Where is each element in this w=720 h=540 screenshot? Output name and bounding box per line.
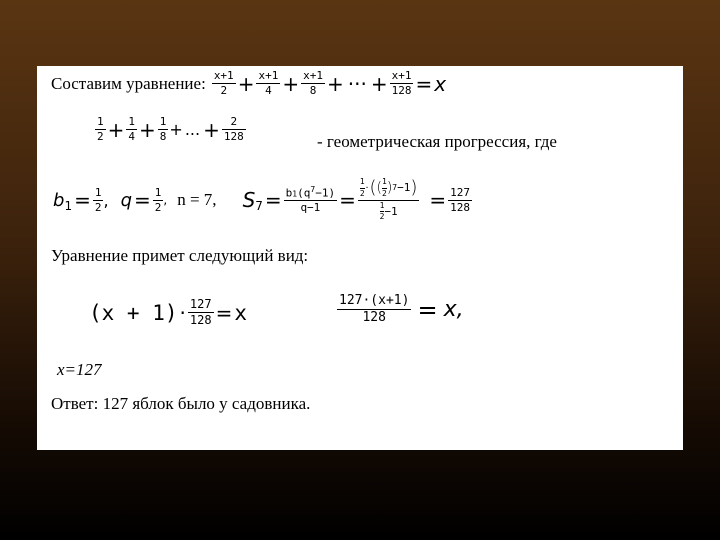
fraction-den: 2 bbox=[220, 84, 228, 98]
equation-line-5-right bbox=[337, 294, 464, 326]
fraction-2 bbox=[256, 70, 280, 97]
fraction-den: 2 bbox=[94, 200, 102, 214]
q-exponent: 7 bbox=[310, 184, 316, 194]
equals-sign: = bbox=[215, 300, 233, 325]
minus-one: −1 bbox=[384, 204, 398, 218]
fraction-num: 1 bbox=[359, 177, 365, 186]
s7-symbol: S bbox=[242, 188, 256, 213]
fraction-num: 1 bbox=[379, 200, 385, 210]
b1-subscript: 1 bbox=[64, 199, 73, 214]
fraction-den: 2 bbox=[97, 130, 104, 144]
fraction-num: x+1 bbox=[303, 69, 323, 82]
result-fraction bbox=[448, 187, 472, 214]
fraction-den: 4 bbox=[265, 84, 272, 98]
progression-text: - геометрическая прогрессия, где bbox=[317, 132, 557, 151]
series-term-2 bbox=[126, 116, 137, 143]
fraction-den: 128 bbox=[362, 310, 386, 326]
paren-close: ) bbox=[386, 179, 393, 196]
equation-line-2 bbox=[95, 116, 246, 143]
paren-open: ( bbox=[369, 177, 377, 199]
fraction-den: 2 bbox=[154, 200, 162, 214]
fraction-num: 1 bbox=[154, 185, 162, 199]
fraction-den: 2 bbox=[382, 188, 387, 198]
comma: , bbox=[163, 193, 168, 208]
fraction-num: x+1 bbox=[258, 69, 279, 82]
solution-value: x=127 bbox=[57, 360, 102, 379]
q-symbol: q bbox=[120, 189, 132, 211]
plus-sign: + bbox=[326, 71, 344, 96]
dot: · bbox=[364, 182, 370, 192]
n-value: n = 7, bbox=[177, 190, 217, 210]
b1-fraction bbox=[93, 187, 104, 214]
fraction-num: 1 bbox=[159, 115, 167, 128]
fraction-num: 127 bbox=[189, 297, 212, 311]
fraction-den: 128 bbox=[450, 200, 471, 214]
fraction-num: 1 bbox=[94, 185, 102, 199]
fraction-den: q−1 bbox=[300, 201, 321, 215]
plus-sign: + bbox=[169, 120, 183, 140]
s7-subscript: 7 bbox=[255, 199, 263, 214]
rhs-x: x bbox=[434, 71, 447, 96]
fraction-den: 2 bbox=[359, 188, 365, 198]
plus-sign: + bbox=[107, 117, 125, 142]
paren-close: ) bbox=[410, 177, 418, 199]
fraction-num bbox=[358, 178, 420, 199]
paren-open: ( bbox=[376, 179, 382, 196]
plus-sign: + bbox=[370, 71, 388, 96]
equals-sign: = bbox=[339, 188, 356, 213]
fraction-num: 127·(x+1) bbox=[339, 293, 410, 308]
b-symbol: b bbox=[285, 186, 293, 200]
left-expression: (x + 1) bbox=[89, 300, 178, 325]
plus-sign: + bbox=[237, 71, 255, 96]
plus-sign: + bbox=[203, 117, 220, 142]
equals-sign: = bbox=[134, 188, 151, 213]
plus-sign: + bbox=[282, 71, 300, 96]
comma: , bbox=[103, 190, 109, 210]
q-fraction bbox=[153, 187, 164, 214]
fraction-num bbox=[284, 186, 337, 200]
fraction-den: 128 bbox=[189, 313, 212, 328]
fraction-den: 4 bbox=[128, 130, 136, 144]
lead-text: Составим уравнение: bbox=[51, 73, 206, 93]
ellipsis: ··· bbox=[347, 71, 367, 96]
equation-line-1 bbox=[51, 70, 446, 97]
series-term-last bbox=[222, 116, 246, 143]
equation-line-5 bbox=[89, 298, 247, 327]
fraction-num: x+1 bbox=[213, 69, 234, 82]
equals-sign: = bbox=[74, 188, 91, 213]
equation-intro-text: Уравнение примет следующий вид: bbox=[51, 246, 309, 265]
exponent: 7 bbox=[392, 182, 398, 192]
right-fraction bbox=[337, 294, 411, 326]
fraction-den: 8 bbox=[309, 84, 317, 98]
fraction-1 bbox=[212, 70, 236, 97]
minus-one: −1) bbox=[315, 186, 336, 200]
fraction-num: x+1 bbox=[391, 69, 412, 82]
series-term-1 bbox=[95, 116, 106, 143]
series-term-3 bbox=[158, 116, 169, 143]
fraction-num: 127 bbox=[450, 185, 471, 199]
q-paren: (q bbox=[297, 186, 311, 200]
rhs-x: x bbox=[234, 300, 247, 325]
answer-text: Ответ: 127 яблок было у садовника. bbox=[51, 394, 311, 413]
equals-sign: = bbox=[417, 295, 438, 324]
sum-formula-fraction bbox=[284, 186, 337, 215]
fraction-den: 128 bbox=[391, 84, 412, 98]
b1-symbol: b bbox=[53, 189, 65, 211]
coefficient-fraction bbox=[188, 298, 214, 327]
dot: · bbox=[179, 300, 186, 325]
fraction-4 bbox=[390, 70, 414, 97]
equals-sign: = bbox=[429, 188, 447, 213]
fraction-3 bbox=[301, 70, 325, 97]
fraction-num: 2 bbox=[230, 115, 238, 128]
fraction-num: 1 bbox=[97, 115, 104, 128]
equals-sign: = bbox=[415, 71, 433, 96]
minus-one: −1 bbox=[397, 181, 411, 195]
slide-content bbox=[37, 66, 683, 450]
fraction-den: 128 bbox=[223, 130, 244, 144]
substituted-fraction bbox=[358, 178, 420, 222]
fraction-den: 2 bbox=[379, 212, 385, 222]
fraction-den bbox=[378, 202, 400, 223]
equation-line-3 bbox=[53, 178, 472, 222]
fraction-den: 8 bbox=[159, 130, 167, 144]
plus-sign: + bbox=[139, 117, 156, 142]
ellipsis: ... bbox=[184, 120, 201, 140]
rhs-x: x, bbox=[443, 297, 464, 323]
fraction-num: 1 bbox=[128, 115, 136, 128]
equals-sign: = bbox=[264, 188, 282, 213]
b-subscript: 1 bbox=[292, 189, 298, 199]
fraction-num: 1 bbox=[382, 177, 387, 186]
